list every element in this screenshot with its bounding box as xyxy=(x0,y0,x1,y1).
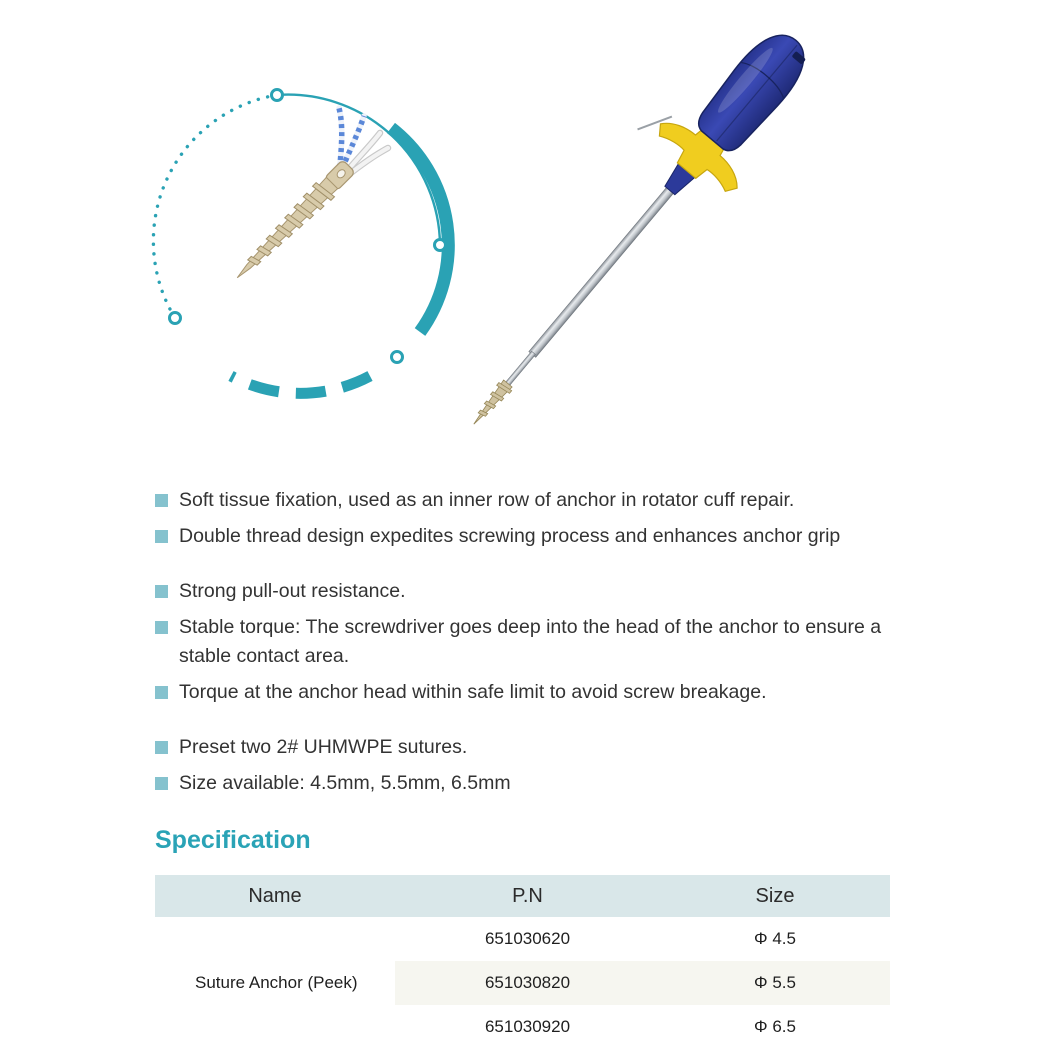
size-cell: Φ 6.5 xyxy=(754,1017,796,1036)
bullet-square-icon xyxy=(155,621,168,634)
node-dot-icon xyxy=(435,240,446,251)
feature-text: Soft tissue fixation, used as an inner row of anchor in rotator cuff repair. xyxy=(179,489,795,511)
pn-cell: 651030920 xyxy=(484,1017,571,1036)
node-dot-icon xyxy=(272,90,283,101)
node-dot-icon xyxy=(392,352,403,363)
bullet-square-icon xyxy=(155,777,168,790)
specification-section xyxy=(0,826,1060,1049)
suture-anchor-closeup xyxy=(229,158,357,286)
feature-text: Stable torque: The screwdriver goes deep into the head of the anchor to ensure a stable contact area. xyxy=(179,616,882,667)
suture-anchor-illustration-svg xyxy=(0,0,1060,470)
feature-group-3 xyxy=(155,733,937,798)
feature-item xyxy=(155,733,937,762)
product-illustration xyxy=(0,0,1060,470)
feature-text: Strong pull-out resistance. xyxy=(179,580,406,602)
bullet-square-icon xyxy=(155,585,168,598)
handle-grip xyxy=(691,22,818,158)
inserter-shaft xyxy=(529,186,675,357)
specification-table xyxy=(155,875,890,1049)
specification-heading: Specification xyxy=(155,826,311,854)
col-header-name: Name xyxy=(155,875,395,917)
dashed-arc xyxy=(231,376,370,393)
product-name-cell: Suture Anchor (Peek) xyxy=(155,917,395,1049)
pn-cell: 651030820 xyxy=(395,961,660,1005)
size-cell: Φ 4.5 xyxy=(754,929,796,948)
feature-text: Preset two 2# UHMWPE sutures. xyxy=(179,736,468,758)
feature-item xyxy=(155,613,937,671)
table-row xyxy=(155,917,890,961)
feature-text: Size available: 4.5mm, 5.5mm, 6.5mm xyxy=(179,772,511,794)
feature-item xyxy=(155,678,937,707)
feature-group-1 xyxy=(155,486,937,551)
feature-list xyxy=(155,486,937,798)
dotted-arc xyxy=(153,95,277,318)
bullet-square-icon xyxy=(155,494,168,507)
pn-cell: 651030620 xyxy=(484,929,571,948)
feature-item xyxy=(155,769,937,798)
anchor-on-tip xyxy=(468,379,514,429)
feature-item xyxy=(155,577,937,606)
feature-text: Torque at the anchor head within safe limit to avoid screw breakage. xyxy=(179,681,767,703)
anchor-closeup-circle xyxy=(153,90,448,394)
feature-group-2 xyxy=(155,577,937,707)
table-header-row xyxy=(155,875,890,917)
node-dot-icon xyxy=(170,313,181,324)
bullet-square-icon xyxy=(155,741,168,754)
feature-text: Double thread design expedites screwing process and enhances anchor grip xyxy=(179,525,841,547)
feature-item xyxy=(155,486,937,515)
size-cell: Φ 5.5 xyxy=(660,961,890,1005)
feature-item xyxy=(155,522,937,551)
bullet-square-icon xyxy=(155,686,168,699)
col-header-pn: P.N xyxy=(395,875,660,917)
bullet-square-icon xyxy=(155,530,168,543)
inserter-screwdriver xyxy=(425,0,834,456)
col-header-size: Size xyxy=(660,875,890,917)
